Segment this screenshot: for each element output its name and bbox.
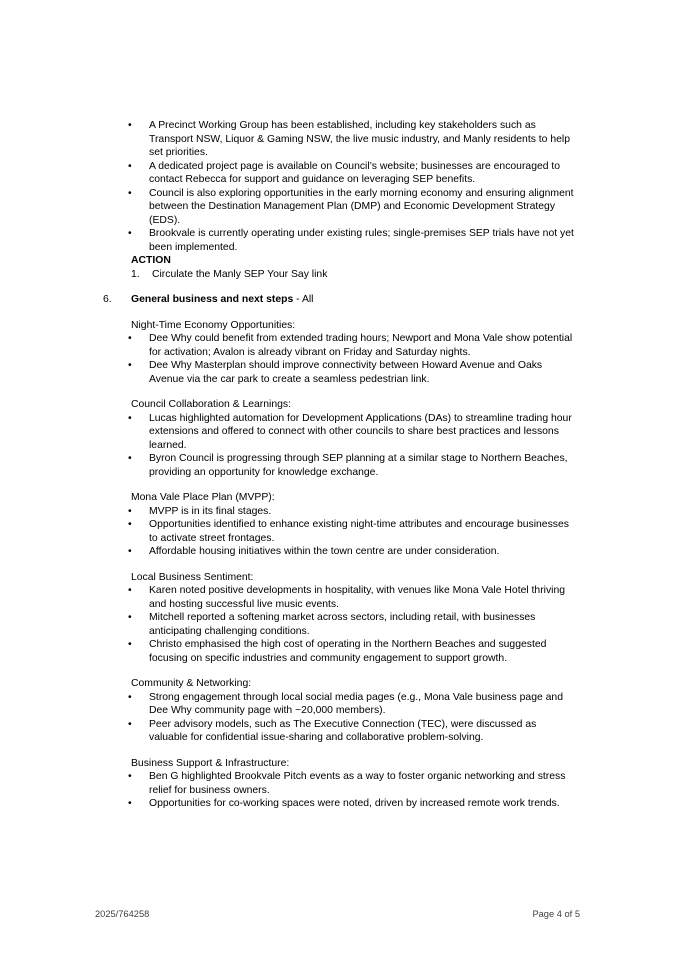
agenda-item-suffix: - All xyxy=(293,294,314,305)
page-content xyxy=(103,119,575,823)
section-business-support-infrastructure xyxy=(103,757,575,811)
bullet-item xyxy=(103,160,575,187)
agenda-item-title: General business and next steps xyxy=(131,294,294,305)
page-footer xyxy=(95,908,580,920)
agenda-item-number: 6. xyxy=(103,294,112,305)
bullet-item xyxy=(103,227,575,254)
action-item-number: 1. xyxy=(131,268,140,280)
action-block xyxy=(131,254,575,281)
bullet-text: Brookvale is currently operating under existing rules; single-premises SEP trials have not yet been implemented. xyxy=(149,228,574,253)
bullet-item xyxy=(103,332,575,359)
section-bullet-list xyxy=(103,584,575,665)
bullet-text: Byron Council is progressing through SEP planning at a similar stage to Northern Beaches, providing an opportunity for knowledge exchange. xyxy=(149,453,568,478)
bullet-text: Strong engagement through local social media pages (e.g., Mona Vale business page and Dee Why community page with ~20,000 members). xyxy=(149,691,563,716)
bullet-text: Dee Why could benefit from extended trading hours; Newport and Mona Vale show potential for activation; Avalon is already vibrant on Friday and Saturday nights. xyxy=(149,333,573,358)
bullet-text: A dedicated project page is available on Council’s website; businesses are encouraged to contact Rebecca for support and guidance on leveraging SEP benefits. xyxy=(149,160,561,185)
section-title: Mona Vale Place Plan (MVPP): xyxy=(131,492,275,503)
bullet-text: Karen noted positive developments in hospitality, with venues like Mona Vale Hotel thriving and hosting successful live music events. xyxy=(149,585,566,610)
section-community-networking xyxy=(103,677,575,745)
bullet-text: Lucas highlighted automation for Development Applications (DAs) to streamline trading hour extensions and offered to connect with other councils to share best practices and lessons learned. xyxy=(149,412,572,451)
section-night-time-economy xyxy=(103,319,575,387)
section-mona-vale-place-plan xyxy=(103,491,575,559)
bullet-item xyxy=(103,611,575,638)
action-item xyxy=(131,268,575,282)
section-title: Business Support & Infrastructure: xyxy=(131,757,290,769)
intro-bullet-list xyxy=(103,119,575,254)
agenda-item-heading xyxy=(131,293,575,307)
action-heading: ACTION xyxy=(131,255,171,266)
bullet-item xyxy=(103,187,575,228)
section-bullet-list xyxy=(103,332,575,386)
bullet-item xyxy=(103,359,575,386)
bullet-text: Opportunities for co-working spaces were noted, driven by increased remote work trends. xyxy=(149,798,560,809)
bullet-text: MVPP is in its final stages. xyxy=(149,505,272,517)
section-bullet-list xyxy=(103,691,575,745)
section-title: Local Business Sentiment: xyxy=(131,571,254,583)
section-bullet-list xyxy=(103,412,575,480)
bullet-item xyxy=(103,505,575,519)
bullet-text: Affordable housing initiatives within the town centre are under consideration. xyxy=(149,546,500,557)
bullet-item xyxy=(103,691,575,718)
bullet-item xyxy=(103,119,575,160)
bullet-text: Council is also exploring opportunities in the early morning economy and ensuring alignment between the Destination Management Plan (DMP) and Economic Development Strategy (EDS). xyxy=(149,187,574,226)
bullet-text: Peer advisory models, such as The Executive Connection (TEC), were discussed as valuable for confidential issue-sharing and collaborative problem-solving. xyxy=(149,718,537,743)
bullet-text: A Precinct Working Group has been established, including key stakeholders such as Transport NSW, Liquor & Gaming NSW, the live music industry, and Manly residents to help set priorities. xyxy=(149,120,570,158)
bullet-item xyxy=(103,718,575,745)
agenda-item-6 xyxy=(103,293,575,307)
bullet-item xyxy=(103,797,575,811)
bullet-item xyxy=(103,412,575,453)
page-number: Page 4 of 5 xyxy=(532,909,580,919)
bullet-item xyxy=(103,638,575,665)
bullet-item xyxy=(103,452,575,479)
bullet-text: Ben G highlighted Brookvale Pitch events as a way to foster organic networking and stress relief for business owners. xyxy=(149,771,566,796)
section-title: Community & Networking: xyxy=(131,678,252,689)
section-bullet-list xyxy=(103,505,575,559)
document-reference: 2025/764258 xyxy=(95,909,150,919)
bullet-text: Dee Why Masterplan should improve connectivity between Howard Avenue and Oaks Avenue via the car park to create a seamless pedestrian link. xyxy=(149,360,543,385)
section-title: Council Collaboration & Learnings: xyxy=(131,399,291,410)
bullet-text: Mitchell reported a softening market across sectors, including retail, with businesses anticipating challenging conditions. xyxy=(149,612,536,637)
section-bullet-list xyxy=(103,770,575,811)
bullet-item xyxy=(103,518,575,545)
action-item-text: Circulate the Manly SEP Your Say link xyxy=(152,268,328,280)
section-title: Night-Time Economy Opportunities: xyxy=(131,319,296,331)
bullet-text: Opportunities identified to enhance existing night-time attributes and encourage businesses to activate street frontages. xyxy=(149,519,569,544)
section-local-business-sentiment xyxy=(103,571,575,666)
bullet-text: Christo emphasised the high cost of operating in the Northern Beaches and suggested focusing on specific industries and community engagement to support growth. xyxy=(149,639,547,664)
bullet-item xyxy=(103,545,575,559)
bullet-item xyxy=(103,584,575,611)
bullet-item xyxy=(103,770,575,797)
section-council-collaboration xyxy=(103,398,575,479)
